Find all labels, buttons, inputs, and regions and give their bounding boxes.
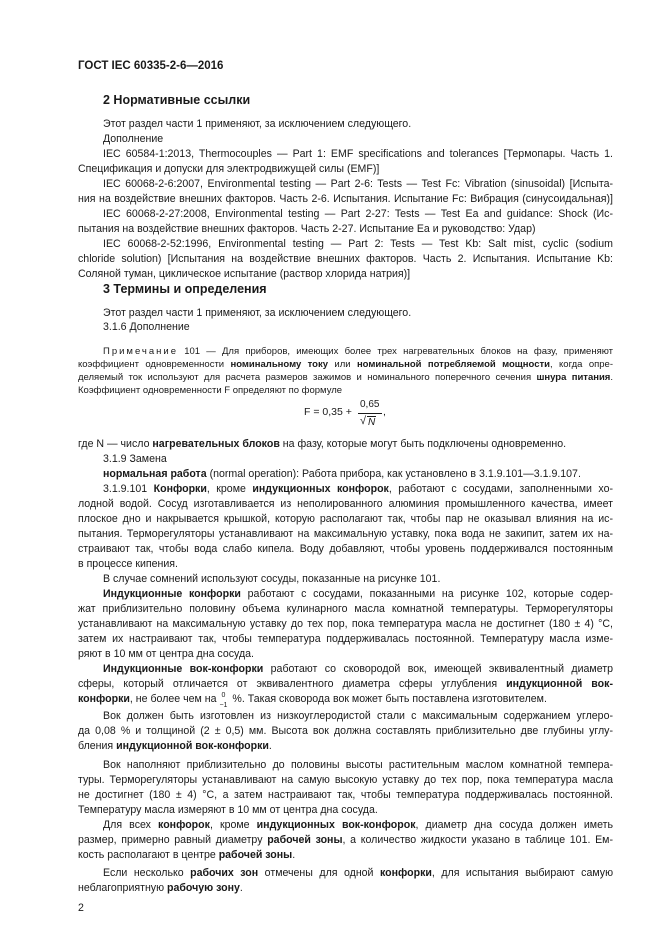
note-line: Коэффициент одновременности F определяют по формуле — [78, 385, 343, 396]
item-3-1-9: 3.1.9 Замена — [103, 453, 167, 465]
para-line: 3.1.9.101 Конфорки, кроме индукционных конфорок, работают с сосудами, заполненными хо- — [103, 483, 614, 495]
ref-line: IEC 60068-2-52:1996, Environmental testing — Part 2: Tests — Test Kb: Salt mist, cyclic (sodium — [103, 238, 613, 250]
para-line: плоское дно и накрывается крышкой, которую располагают так, чтобы пар не оказывал влияния на ис- — [78, 513, 613, 525]
ref-line: ния на воздействие внешних факторов. Часть 2-6. Испытания. Испытание Fc: Вибрация (синусоидальная)] — [78, 193, 613, 205]
para-line: затем их настраивают так, чтобы температура поддерживалась постоянной. Температуру масла изме- — [78, 633, 613, 645]
para-line: не достигнет (180 ± 4) °С, а затем настраивают так, чтобы температура поддерживалась постоянной. — [78, 789, 613, 801]
para-line: в процессе кипения. — [78, 558, 178, 570]
ref-line: chloride solution) [Испытания на воздействие внешних факторов. Часть 2. Испытания. Испытание Kb: — [78, 253, 613, 265]
normal-work-def: нормальная работа (normal operation): Работа прибора, как установлено в 3.1.9.101—3.1.9.107. — [103, 468, 581, 480]
document-header: ГОСТ IEC 60335-2-6—2016 — [78, 60, 224, 72]
note-line: Примечание 101 — Для приборов, имеющих более трех нагревательных блоков на фазу, применяют — [103, 346, 613, 357]
ref-line: пытания на воздействие внешних факторов. Часть 2-27. Испытание Ea и руководство: Удар) — [78, 223, 536, 235]
para-line: страивают так, чтобы вода слабо кипела. Воду добавляют, чтобы уровень поддерживался постоянным — [78, 543, 613, 555]
section-2-addition: Дополнение — [103, 133, 164, 145]
formula-denominator: N — [368, 417, 376, 428]
para-line: Для всех конфорок, кроме индукционных вок-конфорок, диаметр дна сосуда должен иметь — [103, 819, 613, 831]
page-number: 2 — [78, 902, 84, 914]
section-2-title: 2 Нормативные ссылки — [103, 93, 251, 107]
where-line: где N — число нагревательных блоков на фазу, которые могут быть подключены одновременно. — [78, 438, 567, 450]
ref-line: Спецификация и допуски для электродвижущей силы (EMF)] — [78, 163, 380, 175]
para-line: жат приблизительно половину объема кулинарного масла комнатной температуры. Терморегуляторы — [78, 603, 613, 615]
para-line: Индукционные вок-конфорки работают со сковородой вок, имеющей эквивалентный диаметр — [103, 663, 613, 675]
para-line: Вок наполняют приблизительно до половины высоты растительным маслом комнатной темпера- — [103, 759, 613, 771]
para-line: Если несколько рабочих зон отмечены для одной конфорки, для испытания выбирают самую — [103, 867, 614, 879]
section-3-intro: Этот раздел части 1 применяют, за исключением следующего. — [103, 307, 412, 319]
para-line: Индукционные конфорки работают с сосудами, показанными на рисунке 102, которые содер- — [103, 588, 613, 600]
tolerance: 0 −1 — [219, 692, 228, 710]
note-line: коэффициент одновременности номинальному току или номинальной потребляемой мощности, когда опре- — [78, 359, 613, 370]
note-line: деляемый ток используют для расчета размеров зажимов и номинального поперечного сечения шнура питания. — [78, 372, 613, 383]
formula-lhs: F = 0,35 + — [304, 406, 352, 418]
para-line: неблагоприятную рабочую зону. — [78, 882, 243, 894]
para-line: конфорки, не более чем на 0 −1 %. Такая сковорода вок может быть поставлена изготовителем. — [78, 692, 547, 710]
para-line: Вок должен быть изготовлен из низкоуглеродистой стали с максимальным содержанием углеро- — [103, 710, 613, 722]
para-line: бления индукционной вок-конфорки. — [78, 740, 272, 752]
para-line: лодной водой. Сосуд изготавливается из неполированного алюминия промышленного качества, имеет — [78, 498, 613, 510]
para-line: да 0,08 % и толщиной (2 ± 0,5) мм. Высота вок должна составлять приблизительно две глубины углу- — [78, 725, 613, 737]
fraction-bar — [358, 413, 382, 414]
sqrt-icon: √ — [360, 415, 367, 427]
ref-line: IEC 60584-1:2013, Thermocouples — Part 1: EMF specifications and tolerances [Термопары. Часть 1. — [103, 148, 613, 160]
para-line: туры. Терморегуляторы устанавливают на самую высокую уставку до тех пор, пока температура масла — [78, 774, 613, 786]
formula-numerator: 0,65 — [360, 399, 380, 410]
para-line: пытания. Терморегуляторы устанавливают на максимальную уставку, пока вода не закипит, затем их на- — [78, 528, 613, 540]
para-line: ряют в 10 мм от центра дна сосуда. — [78, 648, 254, 660]
para-line: размер, примерно равный диаметру рабочей зоны, а количество жидкости указано в таблице 101. Ем- — [78, 834, 613, 846]
para-line: устанавливают на максимальную уставку до тех пор, пока температура масла не достигнет (180 ± 4) °С, — [78, 618, 613, 630]
ref-line: IEC 60068-2-6:2007, Environmental testing — Part 2-6: Tests — Test Fc: Vibration (sinusoidal) [Испыта- — [103, 178, 613, 190]
section-2-intro: Этот раздел части 1 применяют, за исключением следующего. — [103, 118, 412, 130]
para-line: Температуру масла измеряют в 10 мм от центра дна сосуда. — [78, 804, 378, 816]
section-3-title: 3 Термины и определения — [103, 282, 267, 296]
ref-line: IEC 60068-2-27:2008, Environmental testing — Part 2-27: Tests — Test Ea and guidance: Shock (Ис- — [103, 208, 613, 220]
formula-end: , — [383, 406, 386, 418]
ref-line: Соляной туман, циклическое испытание (раствор хлорида натрия)] — [78, 268, 411, 280]
para-line: сферы, который отличается от эквивалентного диаметра сферы углубления индукционной вок- — [78, 678, 613, 690]
para-line: кость располагают в центре рабочей зоны. — [78, 849, 296, 861]
item-3-1-6: 3.1.6 Дополнение — [103, 321, 190, 333]
para-line: В случае сомнений используют сосуды, показанные на рисунке 101. — [103, 573, 441, 585]
